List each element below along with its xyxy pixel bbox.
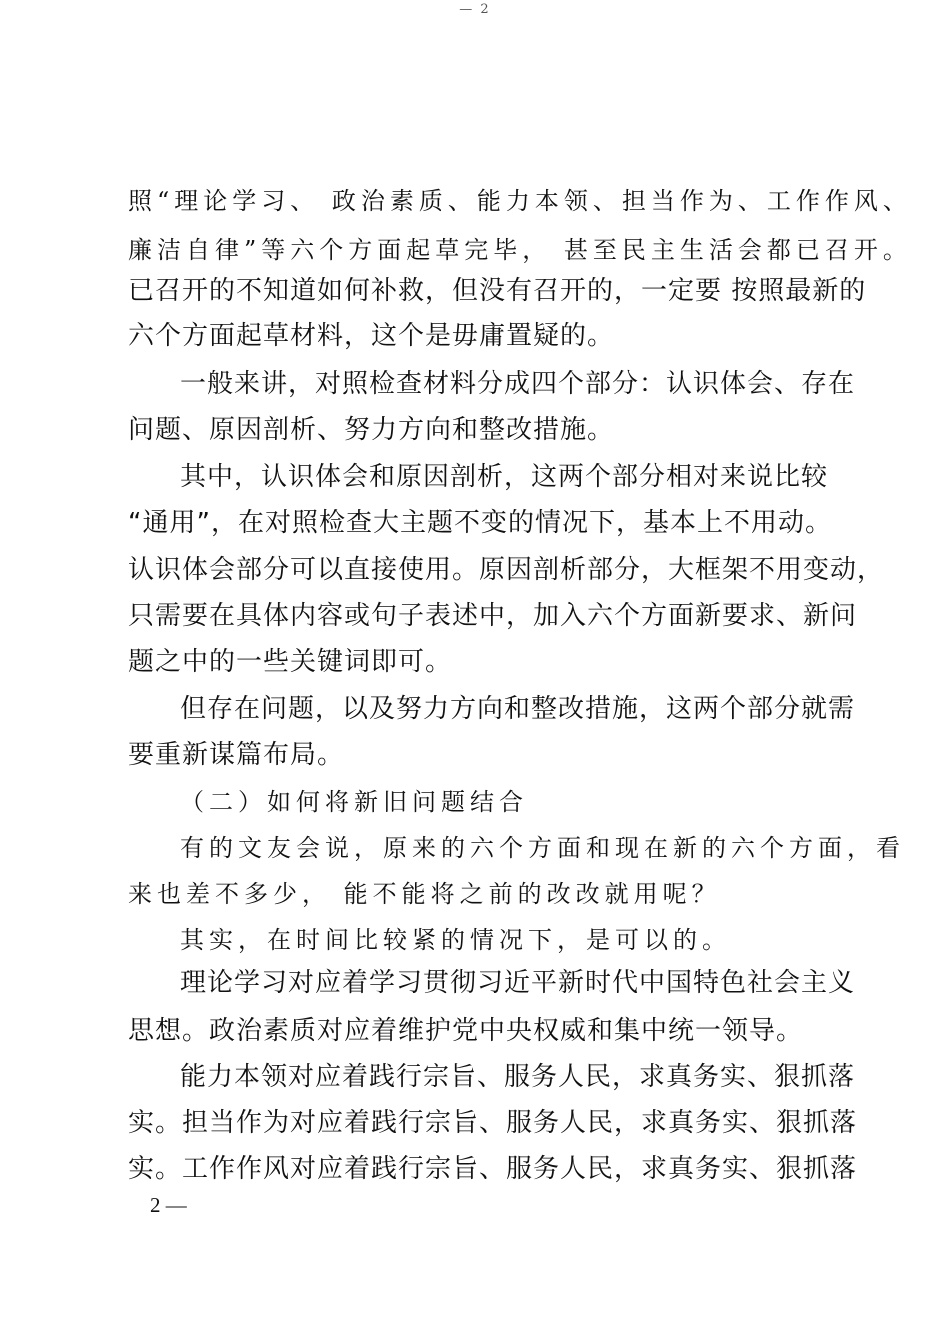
- body-line: 实。担当作为对应着践行宗旨、服务人民，求真务实、狠抓落: [128, 1108, 858, 1138]
- body-line: 问题、原因剖析、努力方向和整改措施。: [128, 415, 615, 445]
- body-line: 要重新谋篇布局。: [128, 740, 345, 770]
- body-line: 廉洁自律”等六个方面起草完毕， 甚至民主生活会都已召开。: [128, 236, 912, 264]
- body-line: 题之中的一些关键词即可。: [128, 647, 453, 677]
- section-heading: （二）如何将新旧问题结合: [180, 788, 528, 816]
- body-line: 有的文友会说，原来的六个方面和现在新的六个方面，看: [180, 834, 905, 862]
- body-line: 理论学习对应着学习贯彻习近平新时代中国特色社会主义: [180, 968, 856, 998]
- body-line: 来也差不多少， 能不能将之前的改改就用呢？: [128, 880, 721, 908]
- page-footer-number: 2 —: [150, 1193, 187, 1217]
- body-line: “通用”，在对照检查大主题不变的情况下，基本上不用动。: [128, 508, 832, 538]
- body-line: 但存在问题，以及努力方向和整改措施，这两个部分就需: [180, 694, 856, 724]
- body-line: 其实，在时间比较紧的情况下，是可以的。: [180, 926, 731, 954]
- body-line: 只需要在具体内容或句子表述中，加入六个方面新要求、新问: [128, 601, 858, 631]
- body-line: 照“理论学习、 政治素质、能力本领、担当作为、工作作风、: [128, 187, 912, 215]
- body-line: 一般来讲，对照检查材料分成四个部分：认识体会、存在: [180, 369, 856, 399]
- body-line: 实。工作作风对应着践行宗旨、服务人民，求真务实、狠抓落: [128, 1154, 858, 1184]
- body-line: 认识体会部分可以直接使用。原因剖析部分，大框架不用变动，: [128, 555, 885, 585]
- body-line: 其中，认识体会和原因剖析，这两个部分相对来说比较: [180, 462, 829, 492]
- body-line: 六个方面起草材料，这个是毋庸置疑的。: [128, 321, 615, 351]
- page-header-number: — 2: [459, 2, 491, 17]
- body-line: 能力本领对应着践行宗旨、服务人民，求真务实、狠抓落: [180, 1062, 856, 1092]
- body-line: 已召开的不知道如何补救，但没有召开的，一定要 按照最新的: [128, 276, 867, 306]
- body-line: 思想。政治素质对应着维护党中央权威和集中统一领导。: [128, 1016, 804, 1046]
